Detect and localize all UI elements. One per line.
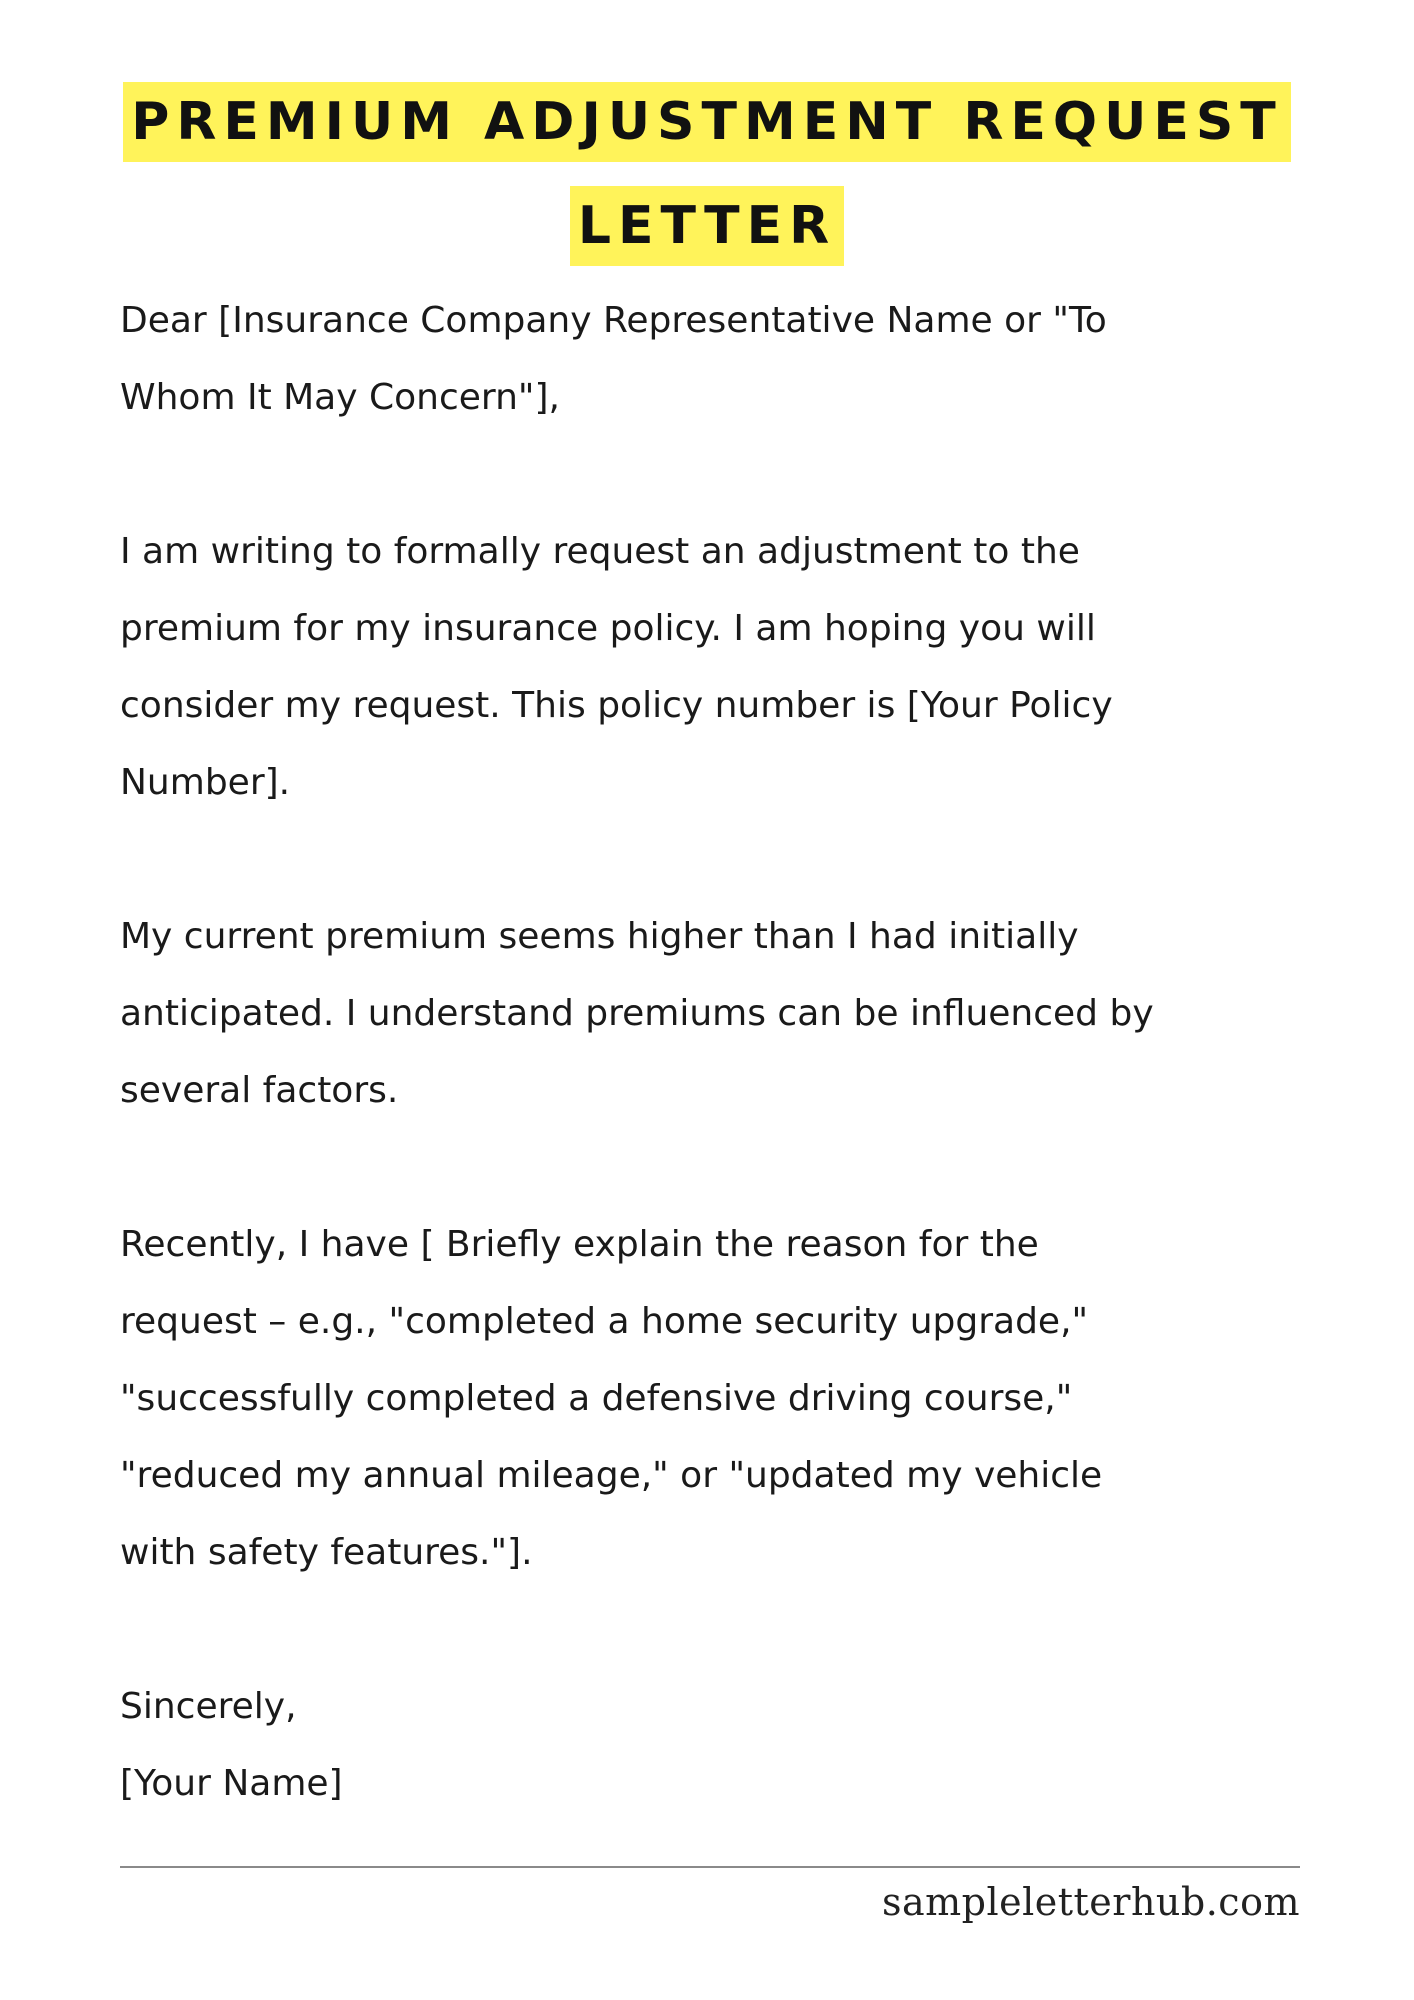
footer-website: sampleletterhub.com [881,1880,1300,1924]
closing-signature: Sincerely, [Your Name] [120,1686,343,1804]
paragraph-current-premium: My current premium seems higher than I had initially anticipated. I understand premiums can be influenced by several factors. [120,916,1154,1111]
paragraph-intro: I am writing to formally request an adjustment to the premium for my insurance policy. I am hoping you will consider my request. This policy number is [Your Policy Number]. [120,531,1113,803]
salutation: Dear [Insurance Company Representative Name or "To Whom It May Concern"], [120,300,1107,418]
paragraph-reason: Recently, I have [ Briefly explain the reason for the request – e.g., "completed a home security upgrade," "successfully completed a defensive driving course," "reduced my annual mileage," or "updated my vehicle with safety features."]. [120,1224,1103,1573]
title-line-2: LETTER [570,186,844,266]
footer-divider [120,1866,1300,1868]
letter-body [120,282,1350,1822]
title-line-1: PREMIUM ADJUSTMENT REQUEST [123,82,1291,162]
letter-title [100,70,1314,278]
